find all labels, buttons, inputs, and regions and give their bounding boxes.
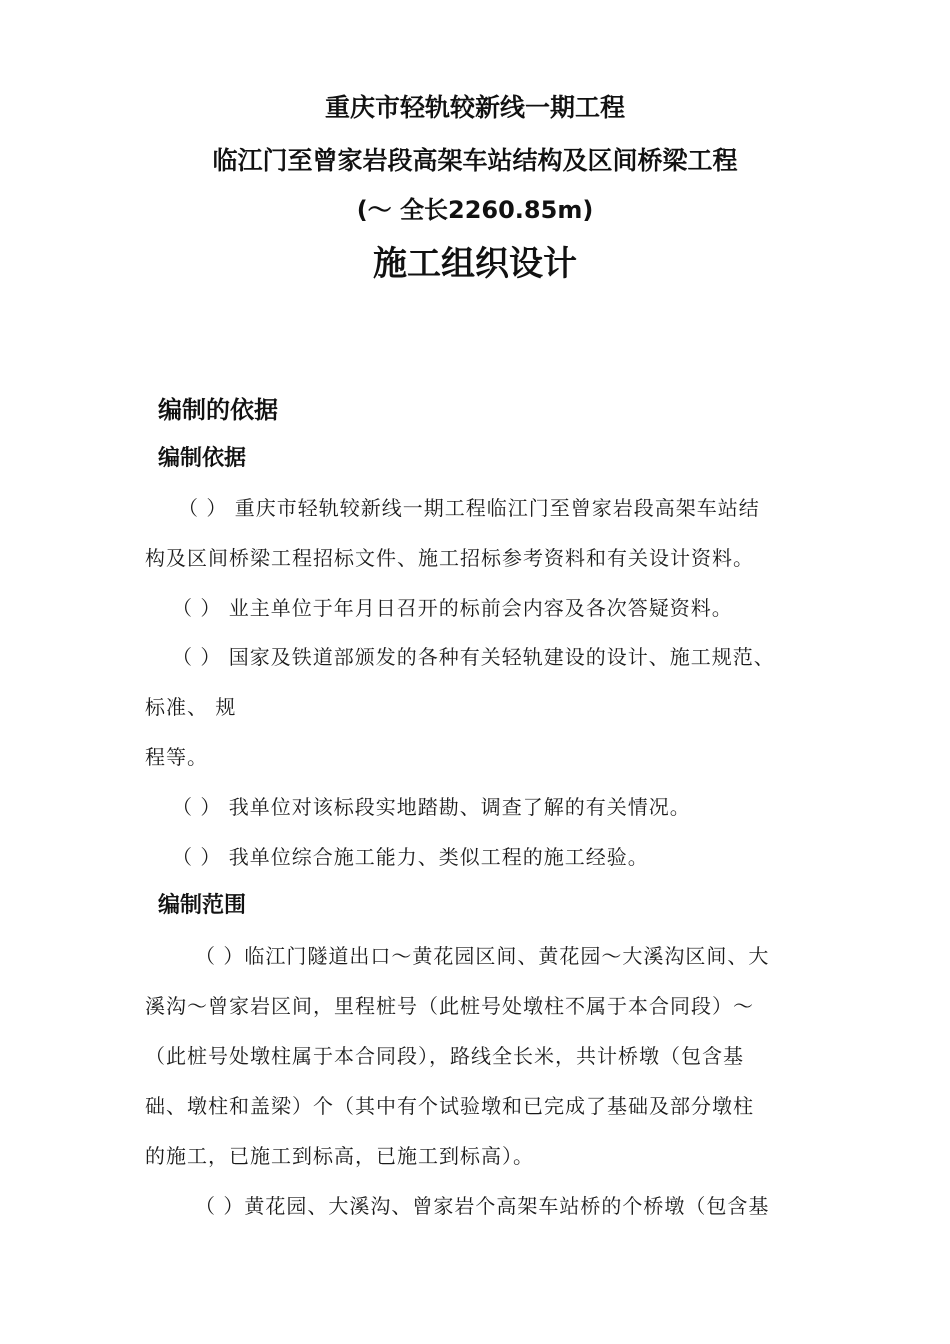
project-title: 重庆市轻轨较新线一期工程 — [324, 93, 625, 122]
paragraph-line: 的施工，已施工到标高，已施工到标高）。 — [145, 1144, 534, 1168]
document-title: 施工组织设计 — [373, 244, 577, 284]
paragraph-line: 标准、 规 — [145, 695, 237, 719]
paragraph-line: （ ） 重庆市轻轨较新线一期工程临江门至曾家岩段高架车站结 — [178, 496, 760, 520]
paragraph-line: 础、墩柱和盖梁）个（其中有个试验墩和已完成了基础及部分墩柱 — [145, 1094, 754, 1118]
section-title: 临江门至曾家岩段高架车站结构及区间桥梁工程 — [212, 146, 738, 175]
paragraph-line: 程等。 — [145, 745, 208, 769]
paragraph-line: （ ）黄花园、大溪沟、曾家岩个高架车站桥的个桥墩（包含基 — [195, 1194, 770, 1218]
paragraph-line: （ ） 我单位综合施工能力、类似工程的施工经验。 — [172, 845, 649, 869]
paragraph-line: 溪沟～曾家岩区间，里程桩号（此桩号处墩柱不属于本合同段）～ — [145, 994, 754, 1018]
section-heading-basis: 编制的依据 — [158, 396, 278, 424]
paragraph-line: （此桩号处墩柱属于本合同段），路线全长米，共计桥墩（包含基 — [145, 1044, 744, 1068]
paragraph-line: （ ）临江门隧道出口～黄花园区间、黄花园～大溪沟区间、大 — [195, 944, 770, 968]
paragraph-line: （ ） 国家及铁道部颁发的各种有关轻轨建设的设计、施工规范、 — [172, 645, 775, 669]
subsection-heading-scope: 编制范围 — [158, 893, 247, 918]
subsection-heading-basis: 编制依据 — [158, 446, 247, 471]
paragraph-line: 构及区间桥梁工程招标文件、施工招标参考资料和有关设计资料。 — [145, 546, 754, 570]
length-subtitle: (～ 全长2260.85m) — [356, 196, 594, 224]
paragraph-line: （ ） 业主单位于年月日召开的标前会内容及各次答疑资料。 — [172, 596, 733, 620]
paragraph-line: （ ） 我单位对该标段实地踏勘、调查了解的有关情况。 — [172, 795, 691, 819]
